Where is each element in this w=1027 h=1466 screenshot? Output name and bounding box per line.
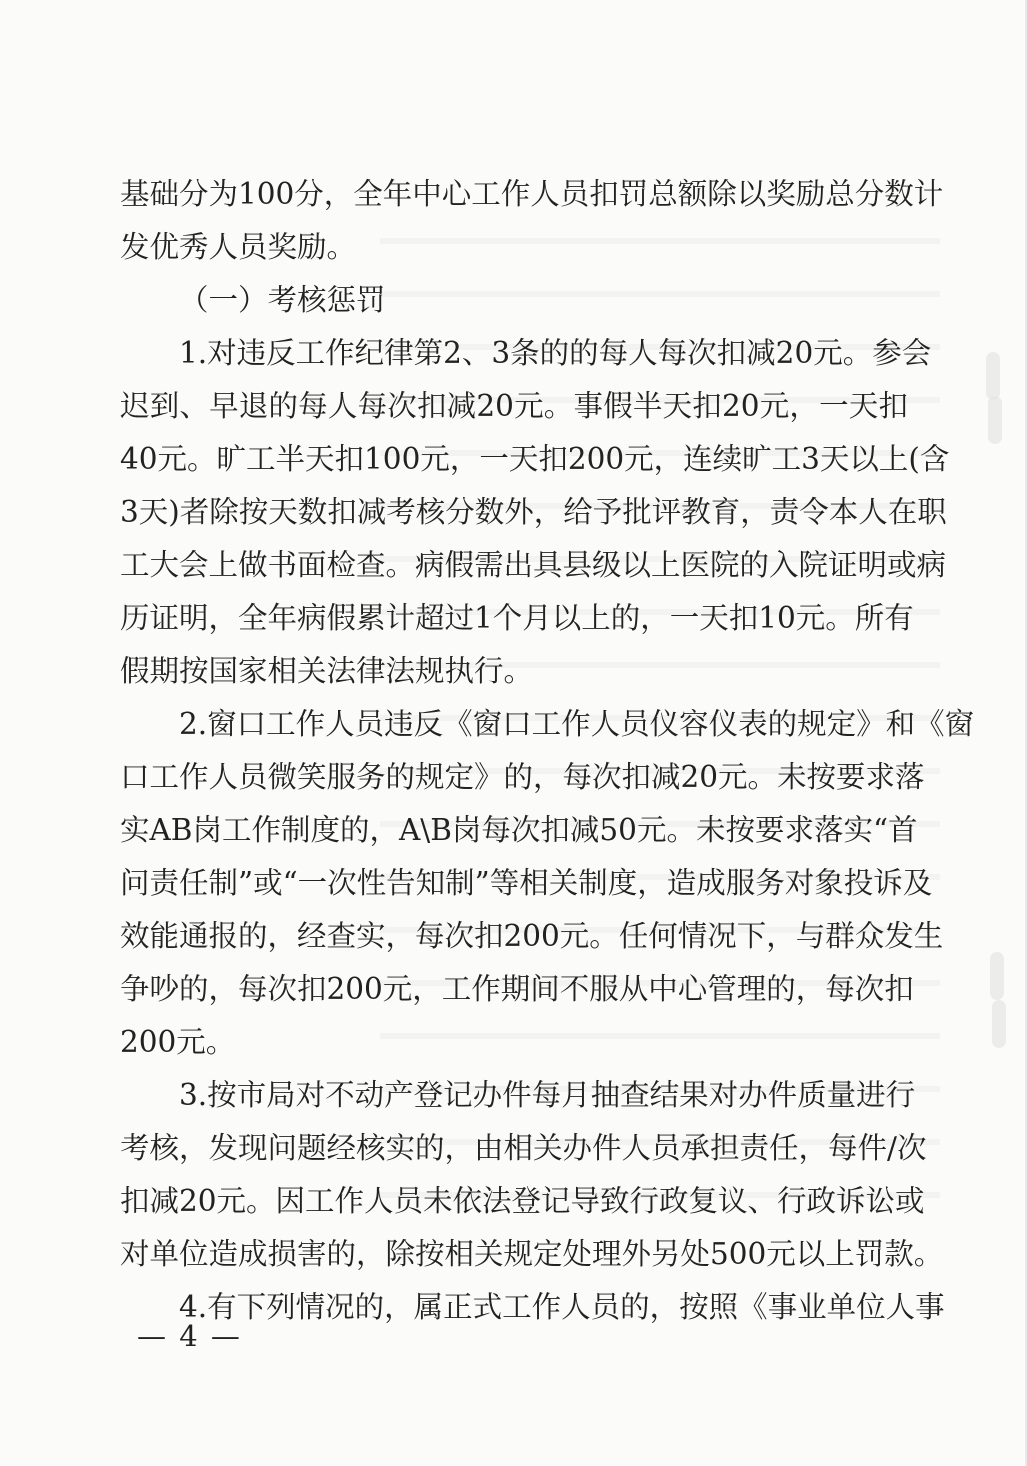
text-line: 2.窗口工作人员违反《窗口工作人员仪容仪表的规定》和《窗 <box>179 707 975 741</box>
paragraph <box>120 168 944 274</box>
text-line: 工大会上做书面检查。病假需出具县级以上医院的入院证明或病 <box>120 548 947 582</box>
text-line: 口工作人员微笑服务的规定》的，每次扣减20元。未按要求落 <box>120 760 925 794</box>
text-line: （一）考核惩罚 <box>179 283 386 317</box>
scan-speck <box>988 396 1002 444</box>
paragraph <box>120 698 975 1069</box>
text-line: 4.有下列情况的，属正式工作人员的，按照《事业单位人事 <box>179 1290 945 1324</box>
text-line: 3.按市局对不动产登记办件每月抽查结果对办件质量进行 <box>179 1078 916 1112</box>
page-number: — 4 — <box>137 1319 242 1353</box>
text-line: 效能通报的，经查实，每次扣200元。任何情况下，与群众发生 <box>120 919 944 953</box>
text-line: 迟到、早退的每人每次扣减20元。事假半天扣20元，一天扣 <box>120 389 908 423</box>
text-line: 对单位造成损害的，除按相关规定处理外另处500元以上罚款。 <box>120 1237 944 1271</box>
text-line: 发优秀人员奖励。 <box>120 230 357 264</box>
text-line: 争吵的，每次扣200元，工作期间不服从中心管理的，每次扣 <box>120 972 914 1006</box>
text-line: 3天)者除按天数扣减考核分数外，给予批评教育，责令本人在职 <box>120 495 947 529</box>
text-line: 历证明，全年病假累计超过1个月以上的，一天扣10元。所有 <box>120 601 914 635</box>
scan-speck <box>986 352 1000 400</box>
paragraph <box>120 1069 944 1281</box>
text-line: 40元。旷工半天扣100元，一天扣200元，连续旷工3天以上(含 <box>120 442 950 476</box>
paragraph <box>120 327 950 698</box>
document-body <box>120 168 975 1334</box>
scan-speck <box>990 952 1004 1000</box>
scan-speck <box>992 1000 1006 1048</box>
text-line: 扣减20元。因工作人员未依法登记导致行政复议、行政诉讼或 <box>120 1184 925 1218</box>
text-line: 考核，发现问题经核实的，由相关办件人员承担责任，每件/次 <box>120 1131 927 1165</box>
text-line: 200元。 <box>120 1025 236 1059</box>
text-line: 基础分为100分，全年中心工作人员扣罚总额除以奖励总分数计 <box>120 177 944 211</box>
text-line: 假期按国家相关法律法规执行。 <box>120 654 534 688</box>
text-line: 1.对违反工作纪律第2、3条的的每人每次扣减20元。参会 <box>179 336 932 370</box>
section-heading <box>120 274 908 327</box>
text-line: 实AB岗工作制度的，A\B岗每次扣减50元。未按要求落实“首 <box>120 813 918 847</box>
text-line: 问责任制”或“一次性告知制”等相关制度，造成服务对象投诉及 <box>120 866 933 900</box>
